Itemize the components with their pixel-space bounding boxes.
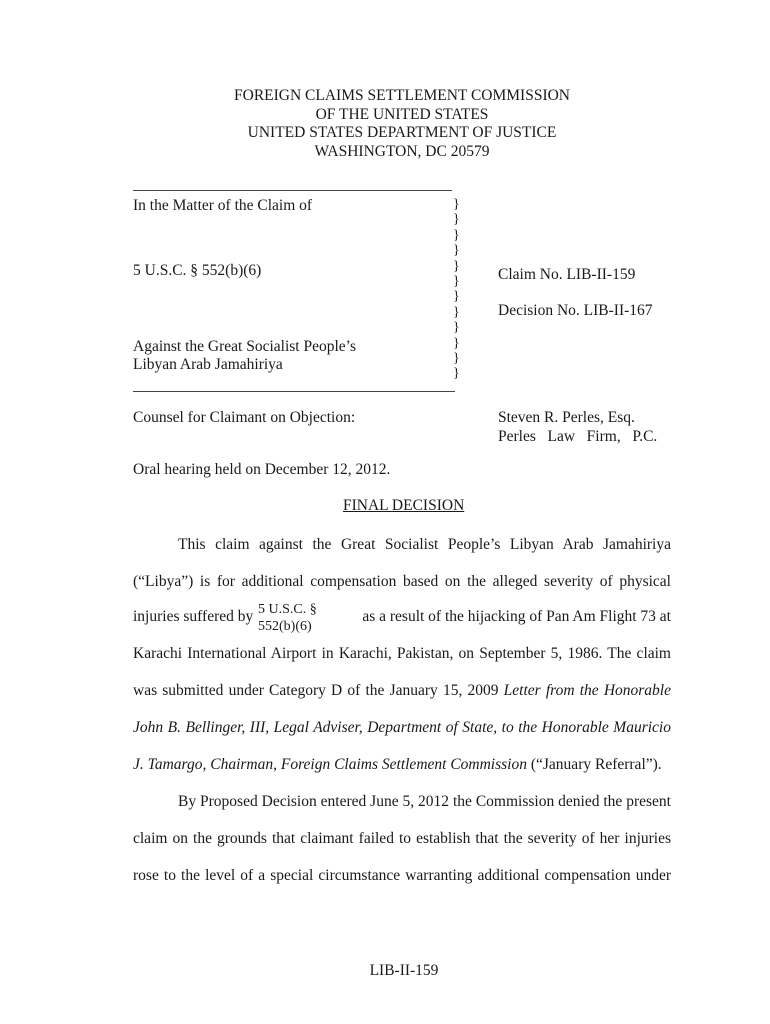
body-line-7 — [133, 753, 671, 776]
caption-bottom-rule — [133, 391, 455, 392]
caption-matter: In the Matter of the Claim of — [133, 197, 313, 214]
redacted-name-b: 552(b)(6) — [258, 619, 312, 634]
body-line-3-post: as a result of the hijacking of Pan Am Flight 73 at — [362, 608, 671, 625]
body-line-3-pre: injuries suffered by — [133, 608, 254, 625]
counsel-label: Counsel for Claimant on Objection: — [133, 409, 356, 426]
document-title: FINAL DECISION — [343, 497, 465, 514]
body-line-5-text: was submitted under Category D of the January 15, 2009 — [133, 682, 504, 699]
caption-against-line1: Against the Great Socialist People’s — [133, 338, 356, 355]
body-line-9: claim on the grounds that claimant failed to establish that the severity of her injuries — [133, 830, 671, 847]
referral-letter-title-cont: J. Tamargo, Chairman, Foreign Claims Settlement Commission — [133, 756, 527, 773]
body-line-10: rose to the level of a special circumstance warranting additional compensation under — [133, 867, 671, 884]
agency-subtitle: OF THE UNITED STATES — [315, 105, 489, 123]
counsel-firm: Perles Law Firm, P.C. — [498, 428, 658, 445]
body-line-1: This claim against the Great Socialist People’s Libyan Arab Jamahiriya — [178, 536, 671, 553]
caption-against-line2: Libyan Arab Jamahiriya — [133, 356, 283, 373]
agency-name: FOREIGN CLAIMS SETTLEMENT COMMISSION — [234, 87, 570, 104]
claimant-redacted: 5 U.S.C. § 552(b)(6) — [133, 262, 262, 279]
decision-number: Decision No. LIB-II-167 — [498, 302, 653, 319]
body-line-8: By Proposed Decision entered June 5, 2012 the Commission denied the present — [178, 793, 671, 810]
department-name: UNITED STATES DEPARTMENT OF JUSTICE — [247, 124, 557, 141]
agency-address: WASHINGTON, DC 20579 — [314, 142, 490, 160]
referral-letter-title: Letter from the Honorable — [503, 682, 671, 699]
counsel-name: Steven R. Perles, Esq. — [498, 409, 635, 426]
body-line-6: John B. Bellinger, III, Legal Adviser, Department of State, to the Honorable Mauricio — [133, 719, 671, 736]
body-line-7-text: (“January Referral”). — [526, 756, 662, 773]
body-line-4: Karachi International Airport in Karachi, Pakistan, on September 5, 1986. The claim — [133, 645, 671, 662]
caption-braces: } } } } } } } } } } } } — [453, 197, 460, 382]
redacted-name-a: 5 U.S.C. § — [258, 602, 317, 617]
caption-top-rule — [133, 190, 452, 191]
page-footer: LIB-II-159 — [369, 962, 439, 979]
claim-number: Claim No. LIB-II-159 — [498, 266, 636, 283]
body-line-2: (“Libya”) is for additional compensation based on the alleged severity of physical — [133, 573, 671, 590]
body-line-5 — [133, 679, 671, 702]
hearing-date: Oral hearing held on December 12, 2012. — [133, 461, 391, 478]
